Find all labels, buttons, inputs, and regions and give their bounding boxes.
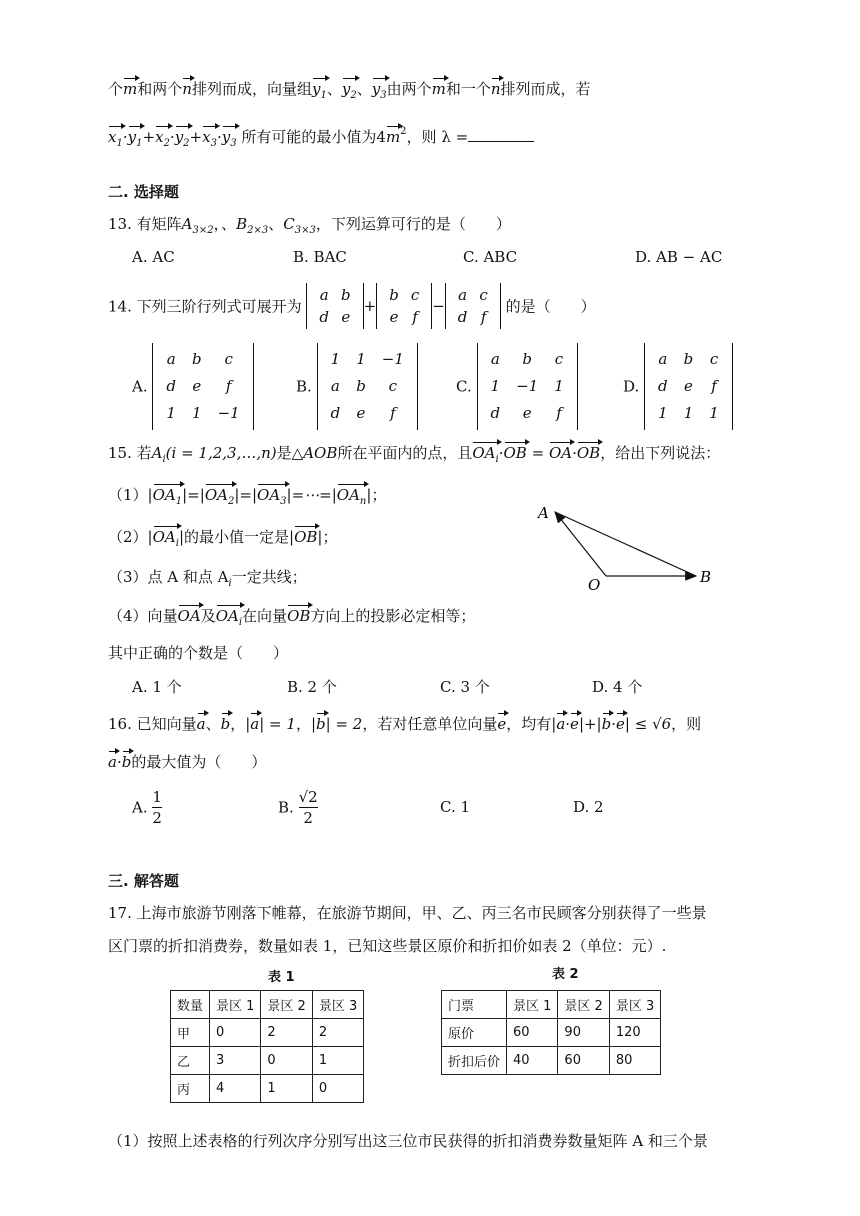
point-ai: $A_i(i$ = 1,2,3,…,n) [151,444,277,465]
q14-det-3: a c d f [445,283,501,329]
table-1-title: 表 1 [268,970,295,985]
table-2: 门票 景区 1 景区 2 景区 3 原价 60 90 120 折扣后价 40 60 80 [441,990,661,1075]
q15-statement-4: （4）向量OA及$OA_i$在向量OB方向上的投影必定相等； [108,607,476,628]
q14-det-1: a b d e [306,283,363,329]
q16-option-c[interactable]: C. 1 [440,798,471,816]
q14-option-c[interactable]: C. a b c 1 −1 1 d e f [456,343,578,430]
q14-matrix-a: a b c d e f 1 1 −1 [152,343,253,430]
q16-line-2: a·b的最大值为（ ） [108,753,267,771]
q13-option-d[interactable]: D. AB − AC [635,248,723,266]
q15-statement-1: $(1)|OA_1|=|OA_2|=|OA_3|=\cdots=|OA_n|$； [108,486,387,507]
q15-statement-3: （3）点 A 和点 $A_i$一定共线； [108,568,307,589]
q13-option-b[interactable]: B. BAC [293,248,347,266]
q16-stem: 16. 已知向量a、b，|a| = 1，|b| = 2，若对任意单位向量e，均有|a·e|+|b·e| ≤ √6，则 [108,715,702,733]
vector-n: n [182,80,192,98]
answer-blank[interactable] [468,141,534,142]
q14-option-a[interactable]: A. a b c d e f 1 1 −1 [132,343,254,430]
q15-ask: 其中正确的个数是（ ） [108,644,289,662]
matrix-c: $C_{3\times 3}$ [283,215,316,236]
q14-matrix-d: a b c d e f 1 1 1 [644,343,733,430]
q16-option-b[interactable]: B. $\frac{√2}{2}$ [278,788,318,827]
triangle-figure [530,498,720,594]
segment-ab [555,512,696,576]
q15-option-a[interactable]: A. 1 个 [132,678,182,696]
vector-y3: $y_3$ [371,80,387,101]
label-a: A [538,504,549,522]
q14-option-b[interactable]: B. 1 1 −1 a b c d e f [296,343,418,430]
matrix-a: $A_{3\times 2}$ [181,215,214,236]
label-o: O [588,576,601,594]
q15-statement-2: $(2)|OA_i|$的最小值一定是|OB|； [108,528,338,549]
magnitude-chain: $|OA_1|=|OA_2|=|OA_3|=\cdots=|OA_n|$ [147,486,372,507]
q13-stem: 13. 有矩阵$A_{3\times 2}$，、$B_{2\times 3}$、$C_{3\times 3}$，下列运算可行的是（ ） [108,215,511,236]
q15-option-b[interactable]: B. 2 个 [287,678,337,696]
matrix-b: $B_{2\times 3}$ [236,215,269,236]
label-b: B [700,568,712,586]
q16-option-a[interactable]: A. $\frac{1}{2}$ [132,788,162,827]
section-choice-heading: 二. 选择题 [108,183,179,201]
vector-y1: $y_1$ [311,80,327,101]
q14-det-2: b c e f [376,283,432,329]
vector-n-2: n [490,80,501,98]
section-answer-heading: 三. 解答题 [108,872,179,890]
q17-line-2: 区门票的折扣消费券，数量如表 1，已知这些景区原价和折扣价如表 2（单位：元）. [108,937,667,955]
q12-line-1: 个m和两个n排列而成，向量组$y_1$、$y_2$、$y_3$由两个m和一个n排列而成，若 [108,80,591,101]
table-2-title: 表 2 [552,967,579,982]
q15-option-d[interactable]: D. 4 个 [592,678,643,696]
q15-option-c[interactable]: C. 3 个 [440,678,490,696]
dot-condition: $OA_i\cdot OB = OA\cdot OB$ [472,444,601,465]
q14-stem: 14. 下列三阶行列式可展开为 a b d e+b c e f−a c d f 的是（ ） [108,283,596,329]
triangle-aob: AOB [303,444,338,462]
vector-m-squared: m [385,128,401,146]
q14-option-d[interactable]: D. a b c d e f 1 1 1 [623,343,733,430]
dot-product-sum: $x_1\cdot y_1+x_2\cdot y_2+x_3\cdot y_3$ [108,128,237,149]
q16-option-d[interactable]: D. 2 [573,798,604,816]
vector-m-2: m [431,80,446,98]
q12-line-2: $x_1\cdot y_1+x_2\cdot y_2+x_3\cdot y_3$ 所有可能的最小值为$4m^2$，则 λ = [108,126,534,149]
vector-m: m [123,80,138,98]
q13-option-c[interactable]: C. ABC [463,248,518,266]
vector-oa [555,512,606,576]
q13-option-a[interactable]: A. AC [132,248,175,266]
q17-line-1: 17. 上海市旅游节刚落下帷幕，在旅游节期间，甲、乙、丙三名市民顾客分别获得了一些景 [108,904,707,922]
q14-matrix-c: a b c 1 −1 1 d e f [477,343,578,430]
vector-y2: $y_2$ [341,80,357,101]
q15-stem: 15. 若$A_i(i$ = 1,2,3,…,n)是△AOB所在平面内的点，且$OA_i\cdot OB = OA\cdot OB$，给出下列说法： [108,444,721,465]
q17-sub-1: （1）按照上述表格的行列次序分别写出这三位市民获得的折扣消费券数量矩阵 A 和三个景 [108,1132,708,1150]
q14-matrix-b: 1 1 −1 a b c d e f [317,343,418,430]
table-1: 数量 景区 1 景区 2 景区 3 甲 0 2 2 乙 3 0 1 丙 4 1 0 [170,990,364,1103]
